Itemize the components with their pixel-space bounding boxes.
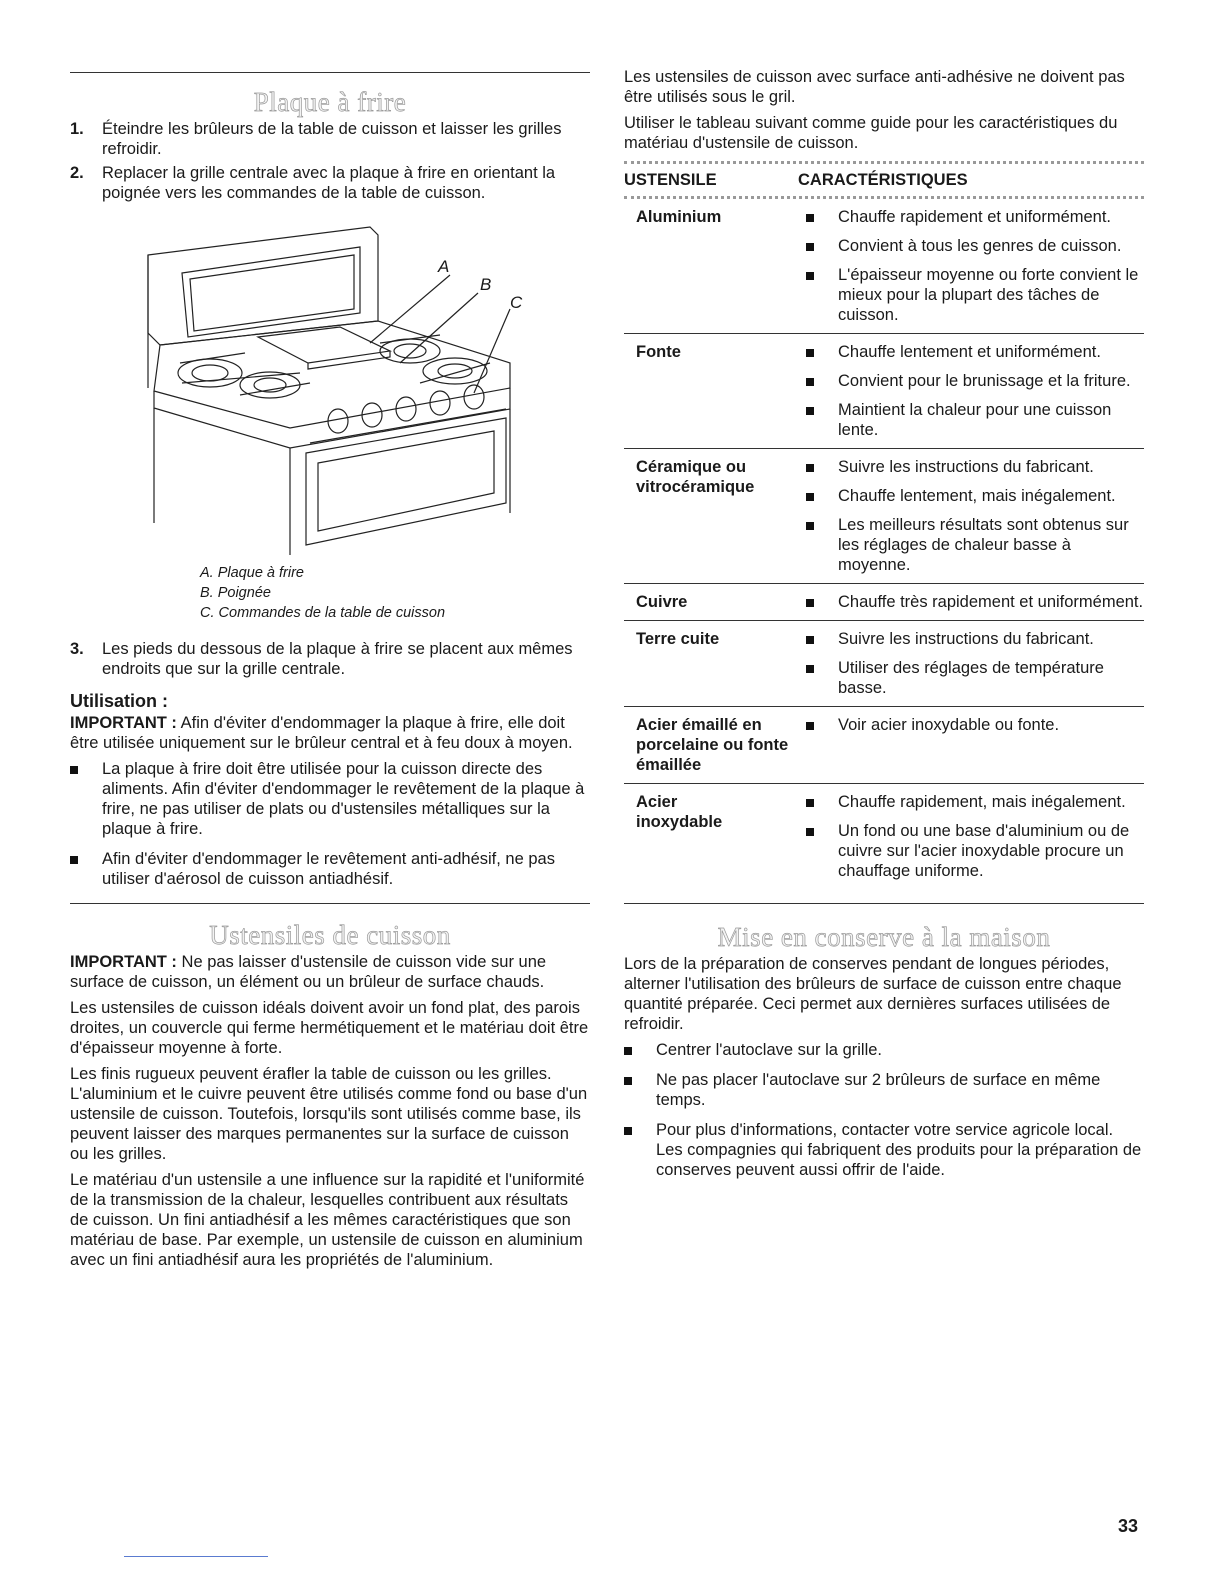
list-item xyxy=(70,759,590,839)
paragraph: Lors de la préparation de conserves pendant de longues périodes, alterner l'utilisation des brûleurs de surface de cuisson entre chaque quantité préparée. Ceci permet aux dernières surfaces utilisées de refroidir. xyxy=(624,955,1122,1033)
important-note xyxy=(70,952,590,992)
bullet-text: Chauffe très rapidement et uniformément. xyxy=(838,593,1144,611)
list-item xyxy=(806,486,1144,506)
bullet-icon xyxy=(806,592,838,612)
bullet-icon xyxy=(806,457,838,477)
important-text: Afin d'éviter d'endommager la plaque à frire, elle doit être utilisée uniquement sur le brûleur central et à feu doux à moyen. xyxy=(70,714,573,752)
material-cell: Fonte xyxy=(636,343,681,361)
list-item xyxy=(806,658,1144,698)
bullet-text: Les meilleurs résultats sont obtenus sur les réglages de chaleur basse à moyenne. xyxy=(838,516,1129,574)
bullet-text: Un fond ou une base d'aluminium ou de cuivre sur l'acier inoxydable procure un chauffage uniforme. xyxy=(838,822,1130,880)
list-item xyxy=(624,1070,1144,1110)
table-row xyxy=(624,199,1144,334)
paragraph: Le matériau d'un ustensile a une influence sur la rapidité et l'uniformité de la transmission de la chaleur, lesquelles contribuent aux résultats de cuisson. Un fini antiadhésif a les mêmes caractéristiques que son matériau de base. Par exemple, un ustensile de cuisson en aluminium avec un fini antiadhésif aura les propriétés de l'aluminium. xyxy=(70,1171,585,1269)
step-text: Éteindre les brûleurs de la table de cuisson et laisser les grilles refroidir. xyxy=(102,120,562,158)
step-text: Replacer la grille centrale avec la plaque à frire en orientant la poignée vers les commandes de la table de cuisson. xyxy=(102,164,556,202)
list-item xyxy=(806,207,1144,227)
bullet-icon xyxy=(806,236,838,256)
bullet-icon xyxy=(806,629,838,649)
characteristics-cell xyxy=(806,342,1144,440)
step-number: 1. xyxy=(70,120,84,138)
characteristics-cell xyxy=(806,457,1144,575)
list-item xyxy=(806,592,1144,612)
characteristics-cell xyxy=(806,207,1144,325)
paragraph: Utiliser le tableau suivant comme guide pour les caractéristiques du matériau d'ustensile de cuisson. xyxy=(624,114,1118,152)
bullet-text: Suivre les instructions du fabricant. xyxy=(838,630,1094,648)
material-cell: Céramique ou vitrocéramique xyxy=(636,458,755,496)
bullet-text: Convient pour le brunissage et la friture. xyxy=(838,372,1131,390)
figure-caption-a: A. Plaque à frire xyxy=(200,565,304,581)
bullet-text: Chauffe rapidement et uniformément. xyxy=(838,208,1112,226)
table-row xyxy=(624,784,1144,889)
usage-heading: Utilisation : xyxy=(70,691,168,711)
list-item xyxy=(806,629,1144,649)
bullet-icon xyxy=(806,207,838,227)
bullet-icon xyxy=(806,792,838,812)
bullet-text: Ne pas placer l'autoclave sur 2 brûleurs de surface en même temps. xyxy=(656,1071,1101,1109)
column-header-material: USTENSILE xyxy=(624,171,717,189)
list-item xyxy=(806,265,1144,325)
bullet-icon xyxy=(70,759,102,839)
bullet-text: La plaque à frire doit être utilisée pour la cuisson directe des aliments. Afin d'éviter d'endommager le revêtement de la plaque à frire, ne pas utiliser de plats ou d'ustensiles métalliques sur la plaque à frire. xyxy=(102,760,585,838)
paragraph: Les ustensiles de cuisson idéals doivent avoir un fond plat, des parois droites, un couvercle qui ferme hermétiquement et le matériau doit être d'épaisseur moyenne à forte. xyxy=(70,999,589,1057)
list-item xyxy=(806,792,1144,812)
step-item xyxy=(70,163,590,203)
bullet-icon xyxy=(70,849,102,889)
table-row xyxy=(624,334,1144,449)
bullet-icon xyxy=(624,1120,656,1180)
column-header-characteristics: CARACTÉRISTIQUES xyxy=(798,171,968,189)
table-row xyxy=(624,584,1144,621)
bullet-icon xyxy=(806,265,838,325)
characteristics-cell xyxy=(806,792,1144,881)
material-cell: Acier inoxydable xyxy=(636,793,723,831)
bullet-text: Voir acier inoxydable ou fonte. xyxy=(838,716,1060,734)
bullet-icon xyxy=(806,400,838,440)
list-item xyxy=(70,849,590,889)
list-item xyxy=(806,400,1144,440)
bullet-icon xyxy=(806,515,838,575)
figure-label-b: B xyxy=(480,275,492,294)
table-row xyxy=(624,707,1144,784)
list-item xyxy=(806,371,1144,391)
paragraph: Les finis rugueux peuvent érafler la table de cuisson ou les grilles. L'aluminium et le cuivre peuvent être utilisés comme fond ou base d'un ustensile de cuisson. Toutefois, lorsqu'ils sont utilisés comme base, ils peuvent laisser des marques permanentes sur la surface de cuisson ou les grilles. xyxy=(70,1065,588,1163)
table-row xyxy=(624,449,1144,584)
important-label: IMPORTANT : xyxy=(70,714,177,732)
list-item xyxy=(806,457,1144,477)
figure-caption-c: C. Commandes de la table de cuisson xyxy=(200,605,446,621)
figure-label-a: A xyxy=(438,257,450,276)
characteristics-cell xyxy=(806,629,1144,698)
step-item xyxy=(70,639,590,679)
list-item xyxy=(806,342,1144,362)
bullet-text: Afin d'éviter d'endommager le revêtement anti-adhésif, ne pas utiliser d'aérosol de cuisson antiadhésif. xyxy=(102,850,555,888)
right-column xyxy=(624,0,1144,1190)
left-column xyxy=(70,0,590,1276)
bullet-text: Pour plus d'informations, contacter votre service agricole local. Les compagnies qui fabriquent des produits pour la préparation de conserves peuvent aussi offrir de l'aide. xyxy=(656,1121,1142,1179)
range-illustration xyxy=(70,213,590,563)
important-text: Ne pas laisser d'ustensile de cuisson vide sur une surface de cuisson, un élément ou un brûleur de surface chauds. xyxy=(70,953,547,991)
characteristics-cell xyxy=(806,592,1144,612)
bullet-text: Centrer l'autoclave sur la grille. xyxy=(656,1041,882,1059)
step-number: 2. xyxy=(70,164,84,182)
bullet-text: Suivre les instructions du fabricant. xyxy=(838,458,1094,476)
paragraph: Les ustensiles de cuisson avec surface anti-adhésive ne doivent pas être utilisés sous le gril. xyxy=(624,68,1125,106)
range-drawing xyxy=(70,213,590,563)
bullet-icon xyxy=(806,715,838,735)
bullet-icon xyxy=(806,486,838,506)
section-title-griddle: Plaque à frire xyxy=(253,87,407,117)
list-item xyxy=(624,1120,1144,1180)
bullet-text: Convient à tous les genres de cuisson. xyxy=(838,237,1122,255)
section-title-canning: Mise en conserve à la maison xyxy=(717,922,1051,952)
step-item xyxy=(70,119,590,159)
list-item xyxy=(806,715,1144,735)
list-item xyxy=(806,515,1144,575)
step-text: Les pieds du dessous de la plaque à frire se placent aux mêmes endroits que sur la grille centrale. xyxy=(102,640,573,678)
table-row xyxy=(624,621,1144,707)
list-item xyxy=(806,236,1144,256)
bullet-text: Maintient la chaleur pour une cuisson lente. xyxy=(838,401,1112,439)
bullet-icon xyxy=(806,658,838,698)
figure-caption-b: B. Poignée xyxy=(200,585,271,601)
page-number: 33 xyxy=(1118,1516,1139,1536)
bullet-text: Chauffe rapidement, mais inégalement. xyxy=(838,793,1126,811)
bullet-icon xyxy=(624,1040,656,1060)
bullet-icon xyxy=(624,1070,656,1110)
bullet-icon xyxy=(806,371,838,391)
list-item xyxy=(624,1040,1144,1060)
important-label: IMPORTANT : xyxy=(70,953,177,971)
figure-label-c: C xyxy=(510,293,523,312)
bullet-icon xyxy=(806,821,838,881)
characteristics-cell xyxy=(806,715,1144,775)
material-cell: Cuivre xyxy=(636,593,688,611)
material-cell: Acier émaillé en porcelaine ou fonte émaillée xyxy=(636,716,789,774)
list-item xyxy=(806,821,1144,881)
material-cell: Terre cuite xyxy=(636,630,720,648)
footer-line xyxy=(124,1556,268,1557)
important-note xyxy=(70,713,590,753)
bullet-text: Utiliser des réglages de température basse. xyxy=(838,659,1104,697)
material-cell: Aluminium xyxy=(636,208,722,226)
bullet-icon xyxy=(806,342,838,362)
table-header xyxy=(624,161,1144,199)
section-title-cookware: Ustensiles de cuisson xyxy=(209,920,451,950)
bullet-text: Chauffe lentement et uniformément. xyxy=(838,343,1101,361)
bullet-text: L'épaisseur moyenne ou forte convient le mieux pour la plupart des tâches de cuisson. xyxy=(838,266,1139,324)
step-number: 3. xyxy=(70,640,84,658)
bullet-text: Chauffe lentement, mais inégalement. xyxy=(838,487,1116,505)
